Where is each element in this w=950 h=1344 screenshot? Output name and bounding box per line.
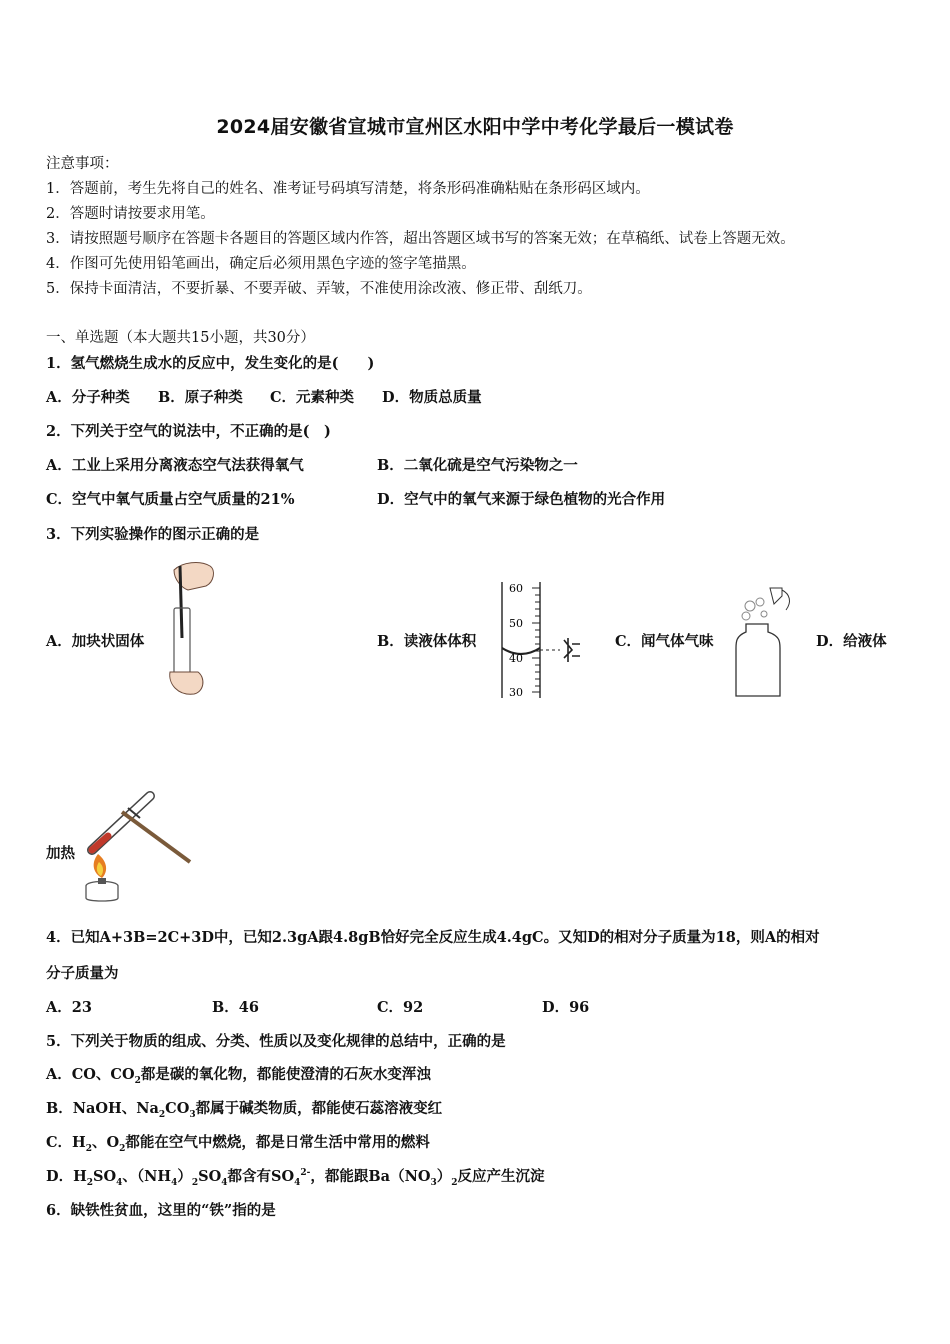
- q1-option-a: A．分子种类: [46, 389, 130, 406]
- cylinder-tick-50: 50: [509, 617, 523, 630]
- notice-item: 5．保持卡面清洁，不要折暴、不要弄破、弄皱，不准使用涂改液、修正带、刮纸刀。: [46, 281, 592, 297]
- q2-option-d: D．空气中的氧气来源于绿色植物的光合作用: [377, 491, 666, 508]
- notice-item: 3．请按照题号顺序在答题卡各题目的答题区域内作答，超出答题区域书写的答案无效；在草稿纸、试卷上答题无效。: [46, 231, 795, 247]
- cylinder-tick-30: 30: [509, 686, 523, 699]
- q4-option-b: B．46: [212, 999, 259, 1016]
- figure-smell-gas: [730, 584, 800, 704]
- cylinder-tick-40: 40: [509, 652, 523, 665]
- notice-item: 2．答题时请按要求用笔。: [46, 206, 215, 222]
- q2-option-a: A．工业上采用分离液态空气法获得氧气: [46, 457, 304, 474]
- q4-option-c: C．92: [377, 999, 424, 1016]
- figure-heat-liquid: [78, 792, 194, 904]
- q3-option-b: B．读液体体积: [377, 633, 477, 650]
- q5-option-a: A．CO、$CO_2$都是碳的氧化物，都能使澄清的石灰水变浑浊: [46, 1066, 431, 1086]
- figure-read-volume: [498, 578, 590, 702]
- q3-option-d-continuation: 加热: [46, 845, 75, 862]
- q4-option-a: A．23: [46, 999, 92, 1016]
- question-2-stem: 2．下列关于空气的说法中，不正确的是( ): [46, 423, 331, 440]
- question-5-stem: 5．下列关于物质的组成、分类、性质以及变化规律的总结中，正确的是: [46, 1033, 506, 1050]
- section-heading: 一、单选题（本大题共15小题，共30分）: [46, 330, 315, 346]
- q1-option-c: C．元素种类: [270, 389, 355, 406]
- question-4-stem-line1: 4．已知A+3B=2C+3D中，已知2.3gA跟4.8gB恰好完全反应生成4.4gC。又知D的相对分子质量为18，则A的相对: [46, 929, 820, 946]
- question-4-stem-line2: 分子质量为: [46, 965, 119, 982]
- q1-option-b: B．原子种类: [158, 389, 243, 406]
- q2-option-b: B．二氧化硫是空气污染物之一: [377, 457, 578, 474]
- q3-option-d: D．给液体: [816, 633, 887, 650]
- figure-add-solid: [160, 560, 220, 700]
- q5-option-d: D．$H_2SO_4$、$(NH_4)_2SO_4$都含有$SO_4^{2-}$，都能跟$Ba(NO_3)_2$反应产生沉淀: [46, 1168, 545, 1188]
- notice-item: 1．答题前，考生先将自己的姓名、准考证号码填写清楚，将条形码准确粘贴在条形码区域内。: [46, 181, 650, 197]
- q2-option-c: C．空气中氧气质量占空气质量的21%: [46, 491, 295, 508]
- question-1-stem: 1．氢气燃烧生成水的反应中，发生变化的是( ): [46, 355, 375, 372]
- question-6-stem: 6．缺铁性贫血，这里的“铁”指的是: [46, 1202, 276, 1219]
- q5-option-c: C．$H_2$、$O_2$都能在空气中燃烧，都是日常生活中常用的燃料: [46, 1134, 430, 1154]
- q5-option-b: B．NaOH、$Na_2CO_3$都属于碱类物质，都能使石蕊溶液变红: [46, 1100, 443, 1120]
- question-3-stem: 3．下列实验操作的图示正确的是: [46, 526, 260, 543]
- cylinder-tick-60: 60: [509, 582, 523, 595]
- q3-option-a: A．加块状固体: [46, 633, 145, 650]
- q1-option-d: D．物质总质量: [382, 389, 482, 406]
- q4-option-d: D．96: [542, 999, 590, 1016]
- q3-option-c: C．闻气体气味: [615, 633, 714, 650]
- notice-item: 4．作图可先使用铅笔画出，确定后必须用黑色字迹的签字笔描黑。: [46, 256, 476, 272]
- notice-heading: 注意事项：: [46, 156, 119, 172]
- page-title: 2024届安徽省宣城市宣州区水阳中学中考化学最后一模试卷: [216, 116, 734, 138]
